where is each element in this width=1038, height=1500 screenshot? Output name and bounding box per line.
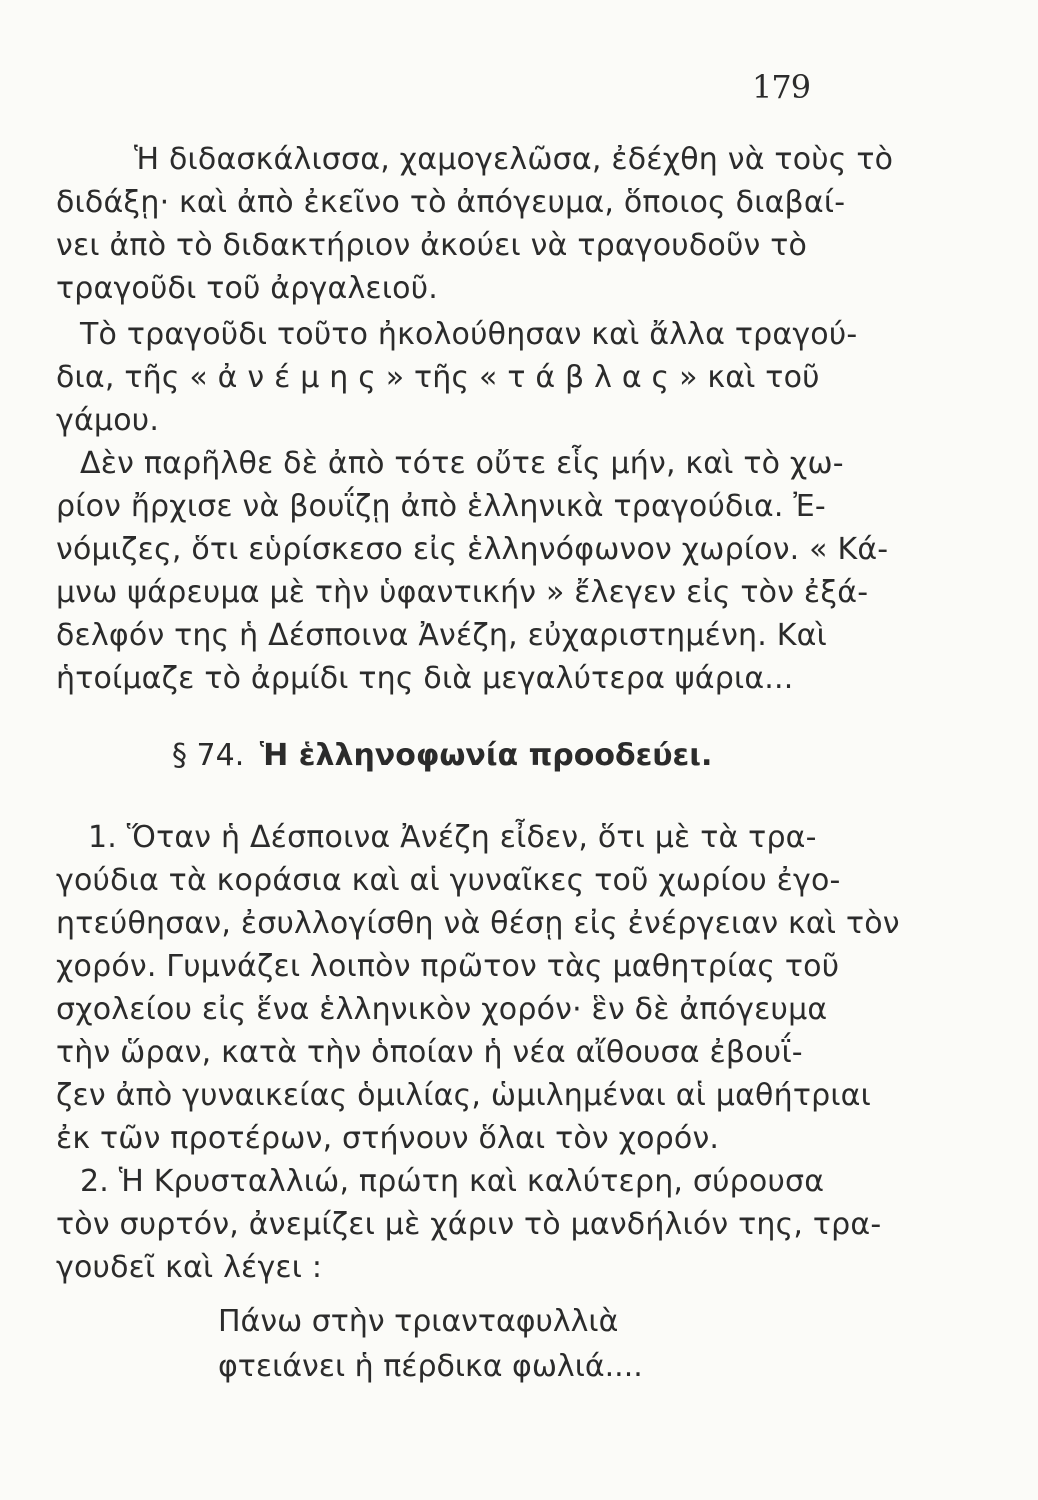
- section-title: Ἡ ἑλληνοφωνία προοδεύει.: [259, 738, 713, 773]
- text-line: διδάξῃ· καὶ ἀπὸ ἐκεῖνο τὸ ἀπόγευμα, ὅποιος διαβαί-: [56, 185, 846, 220]
- text-line: ἐκ τῶν προτέρων, στήνουν ὅλαι τὸν χορόν.: [56, 1121, 720, 1156]
- text-line: γούδια τὰ κοράσια καὶ αἱ γυναῖκες τοῦ χωρίου ἐγο-: [56, 863, 841, 898]
- text-line: μνω ψάρευμα μὲ τὴν ὑφαντικήν » ἔλεγεν εἰς τὸν ἐξά-: [56, 575, 869, 610]
- verse-line: Πάνω στὴν τριανταφυλλιὰ: [218, 1304, 619, 1339]
- text-line: ζεν ἀπὸ γυναικείας ὁμιλίας, ὡμιλημέναι αἱ μαθήτριαι: [56, 1078, 871, 1113]
- text-line: ητεύθησαν, ἐσυλλογίσθη νὰ θέσῃ εἰς ἐνέργειαν καὶ τὸν: [56, 906, 900, 941]
- text-line: Δὲν παρῆλθε δὲ ἀπὸ τότε οὔτε εἷς μήν, καὶ τὸ χω-: [80, 446, 844, 481]
- text-line: τραγοῦδι τοῦ ἀργαλειοῦ.: [56, 271, 439, 306]
- text-line: δια, τῆς « ἀ ν έ μ η ς » τῆς « τ ά β λ α ς » καὶ τοῦ: [56, 360, 820, 395]
- verse-line: φτειάνει ἡ πέρδικα φωλιά....: [218, 1349, 643, 1384]
- text-line: τὸν συρτόν, ἀνεμίζει μὲ χάριν τὸ μανδήλιόν της, τρα-: [56, 1207, 882, 1242]
- text-line: σχολείου εἰς ἕνα ἑλληνικὸν χορόν· ἓν δὲ ἀπόγευμα: [56, 992, 828, 1027]
- text-line: γάμου.: [56, 403, 160, 438]
- text-line: τὴν ὥραν, κατὰ τὴν ὁποίαν ἡ νέα αἴθουσα ἐβουΐ-: [56, 1035, 803, 1070]
- text-line: ρίον ἤρχισε νὰ βουΐζῃ ἀπὸ ἑλληνικὰ τραγούδια. Ἐ-: [56, 489, 826, 524]
- text-line: 1. Ὅταν ἡ Δέσποινα Ἀνέζη εἶδεν, ὅτι μὲ τὰ τρα-: [88, 820, 817, 855]
- text-line: Ἡ διδασκάλισσα, χαμογελῶσα, ἐδέχθη νὰ τοὺς τὸ: [134, 142, 894, 177]
- text-line: γουδεῖ καὶ λέγει :: [56, 1250, 323, 1285]
- text-line: νόμιζες, ὅτι εὑρίσκεσο εἰς ἑλληνόφωνον χωρίον. « Κά-: [56, 532, 889, 567]
- section-number: § 74.: [172, 738, 245, 773]
- page-number: 179: [752, 68, 811, 106]
- text-line: χορόν. Γυμνάζει λοιπὸν πρῶτον τὰς μαθητρίας τοῦ: [56, 949, 840, 984]
- section-heading: [172, 736, 712, 776]
- text-line: Τὸ τραγοῦδι τοῦτο ἠκολούθησαν καὶ ἄλλα τραγού-: [80, 317, 858, 352]
- text-line: ἡτοίμαζε τὸ ἀρμίδι της διὰ μεγαλύτερα ψάρια...: [56, 661, 794, 696]
- text-line: δελφόν της ἡ Δέσποινα Ἀνέζη, εὐχαριστημένη. Καὶ: [56, 618, 827, 653]
- text-line: 2. Ἡ Κρυσταλλιώ, πρώτη καὶ καλύτερη, σύρουσα: [80, 1164, 825, 1199]
- text-line: νει ἀπὸ τὸ διδακτήριον ἀκούει νὰ τραγουδοῦν τὸ: [56, 228, 808, 263]
